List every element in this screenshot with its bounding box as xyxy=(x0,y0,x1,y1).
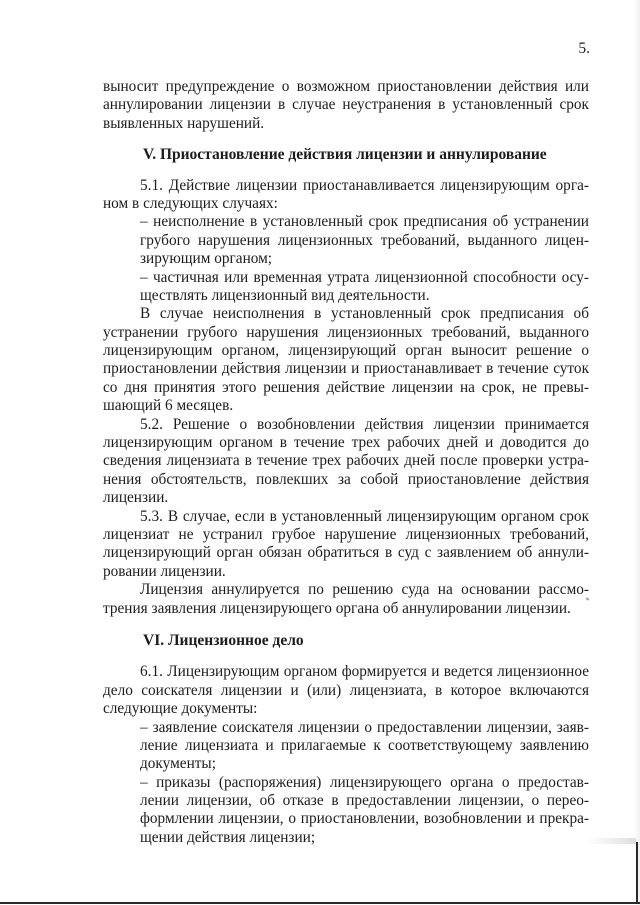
text-line: – приказы (распоряжения) лицензирующего органа о предостав- xyxy=(140,773,589,791)
text-line: – заявление соискателя лицензии о предоставлении лицензии, заяв- xyxy=(140,718,589,736)
text-line: лицензирующим органом, лицензирующий орган выносит решение о xyxy=(103,342,589,360)
text-line: лицензиат не устранил грубое нарушение лицензионных требований, xyxy=(103,526,589,543)
section-heading-5: V. Приостановление действия лицензии и аннулирование xyxy=(143,146,547,164)
text-line: 5.3. В случае, если в установленный лицензирующим органом срок xyxy=(140,507,589,525)
scan-smudge xyxy=(586,838,636,844)
text-line: шающий 6 месяцев. xyxy=(103,397,234,415)
text-line: приостановлении действия лицензии и приостанавливает в течение суток xyxy=(103,360,589,378)
text-line: – неисполнение в установленный срок предписания об устранении xyxy=(140,213,589,231)
text-line: 6.1. Лицензирующим органом формируется и ведется лицензионное xyxy=(140,663,589,681)
text-line: устранении грубого нарушения лицензионных требований, выданного xyxy=(103,323,589,341)
paragraph-5-3 xyxy=(103,508,589,582)
text-line: аннулировании лицензии в случае неустранения в установленный срок xyxy=(103,96,589,114)
text-line: щении действия лицензии; xyxy=(140,828,316,846)
paragraph-5-1-continued xyxy=(103,305,589,415)
text-line: документы; xyxy=(140,755,216,773)
text-line: ном в следующих случаях: xyxy=(103,194,278,212)
text-line: дело соискателя лицензии и (или) лицензиата, в которое включаются xyxy=(103,681,589,699)
intro-paragraph xyxy=(103,78,589,133)
text-line: В случае неисполнения в установленный срок предписания об xyxy=(140,305,589,323)
page-number: 5. xyxy=(578,40,590,57)
text-line: – частичная или временная утрата лицензионной способности осу- xyxy=(140,268,589,286)
text-line: со дня принятия этого решения действие лицензии на срок, не превы- xyxy=(103,378,589,396)
text-line: ществлять лицензионный вид деятельности. xyxy=(140,286,430,304)
paragraph-5-1 xyxy=(103,177,589,306)
paragraph-6-1 xyxy=(103,663,589,847)
scan-border-bottom xyxy=(0,902,640,904)
paragraph-5-2 xyxy=(103,416,589,508)
section-heading-6: VI. Лицензионное дело xyxy=(143,631,304,649)
scan-edge-shadow xyxy=(634,0,640,905)
bullet-item xyxy=(140,269,589,306)
text-line: 5.2. Решение о возобновлении действия лицензии принимается xyxy=(140,415,589,433)
text-line: лицензирующий орган обязан обратиться в суд с заявлением об аннули- xyxy=(103,544,589,562)
text-line: формлении лицензии, о приостановлении, возобновлении и прекра- xyxy=(140,810,589,828)
text-line: нения обстоятельств, повлекших за собой приостановление действия xyxy=(103,470,589,488)
text-line: лицензирующим органом в течение трех рабочих дней и доводится до xyxy=(103,434,589,452)
text-line: лении лицензии, об отказе в предоставлении лицензии, о перео- xyxy=(140,792,589,810)
text-line: 5.1. Действие лицензии приостанавливается лицензирующим орга- xyxy=(140,176,589,194)
text-line: следующие документы: xyxy=(103,700,258,718)
bullet-item xyxy=(140,213,589,268)
text-line: ровании лицензии. xyxy=(103,562,226,580)
text-line: грубого нарушения лицензионных требований, выданного лицен- xyxy=(140,231,589,249)
text-line: ление лицензиата и прилагаемые к соответствующему заявлению xyxy=(140,736,589,754)
document-body xyxy=(103,78,589,847)
text-line: трения заявления лицензирующего органа об аннулировании лицензии. xyxy=(103,599,571,617)
text-line: зирующим органом; xyxy=(140,250,273,268)
text-line: лицензии. xyxy=(103,489,169,507)
text-line: Лицензия аннулируется по решению суда на основании рассмо- xyxy=(140,581,589,599)
text-line: сведения лицензиата в течение трех рабочих дней после проверки устра- xyxy=(103,452,589,470)
bullet-item xyxy=(140,774,589,848)
text-line: выносит предупреждение о возможном приостановлении действия или xyxy=(103,78,589,95)
text-line: выявленных нарушений. xyxy=(103,114,265,132)
bullet-item xyxy=(140,719,589,774)
scan-border-right xyxy=(636,842,638,904)
paragraph-annulment xyxy=(103,581,589,618)
